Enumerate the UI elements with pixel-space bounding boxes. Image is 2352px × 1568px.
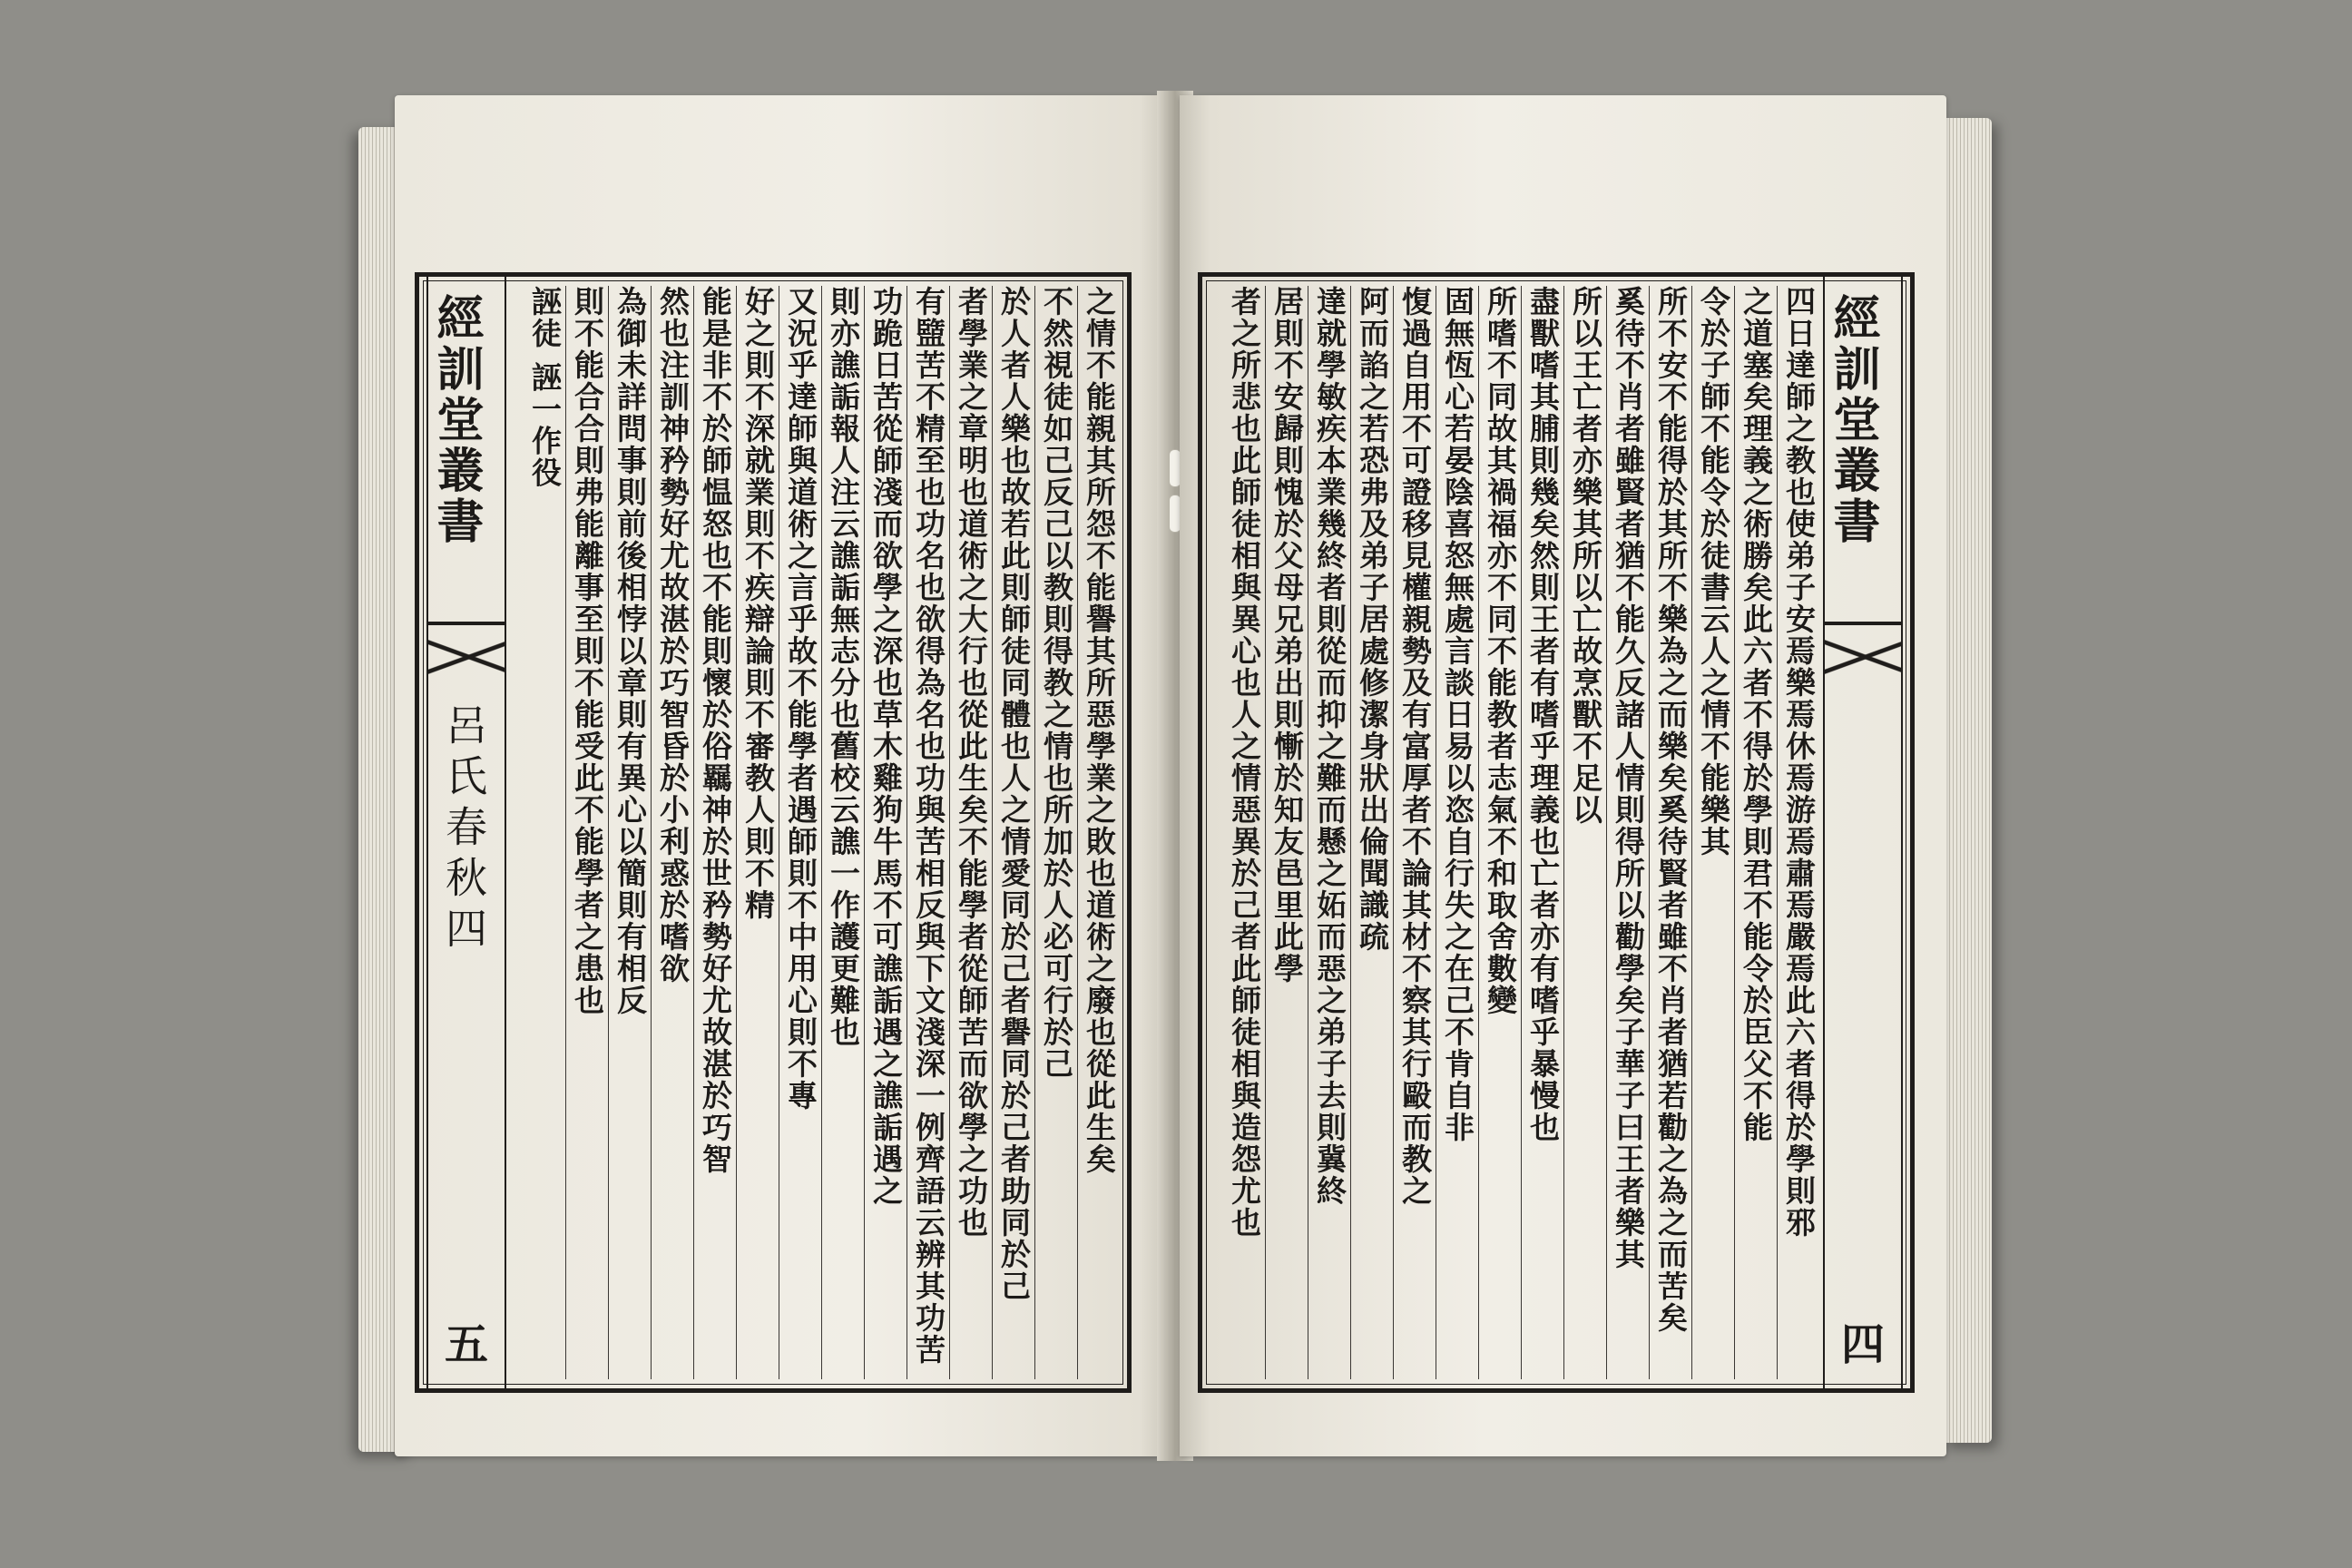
right-page-frame: [1198, 272, 1915, 1393]
left-page-number: 五: [444, 1319, 488, 1370]
right-page: [1180, 95, 1946, 1456]
text-column: 然也注訓神矜勢好尤故湛於巧智昏於小利惑於嗜欲: [651, 286, 693, 1379]
text-column: 者學業之章明也道術之大行也從此生矣不能學者從師苦而欲學之功也: [949, 286, 992, 1379]
fish-tail-ornament: [1825, 622, 1901, 689]
text-column: 有盬苦不精至也功名也欲得為名也功與苦相反與下文淺深一例齊語云辨其功苦: [906, 286, 949, 1379]
text-column: 為御未詳問事則前後相悖以章則有異心以簡則有相反: [608, 286, 651, 1379]
text-column: 居則不安歸則愧於父母兄弟出則慚於知友邑里此學: [1265, 286, 1308, 1379]
text-column: 固無恆心若晏陰喜怒無處言談日易以恣自行失之在己不肯自非: [1436, 286, 1478, 1379]
text-column: 於人者人樂也故若此則師徒同體也人之情愛同於己者譽同於己者助同於己: [992, 286, 1034, 1379]
text-column: 所嗜不同故其禍福亦不同不能教者志氣不和取舍數變: [1478, 286, 1521, 1379]
text-column: 四日達師之教也使弟子安焉樂焉休焉游焉肅焉嚴焉此六者得於學則邪: [1777, 286, 1819, 1379]
text-column: 則不能合合則弗能離事至則不能受此不能學者之患也: [565, 286, 608, 1379]
right-banxin-title: 經訓堂叢書: [1825, 293, 1880, 547]
left-banxin: [426, 277, 506, 1388]
text-column: 令於子師不能令於徒書云人之情不能樂其: [1691, 286, 1734, 1379]
text-column: 所以王亡者亦樂其所以亡故烹獸不足以: [1563, 286, 1606, 1379]
left-banxin-subtitle: 呂氏春秋四: [439, 703, 488, 957]
right-page-number: 四: [1840, 1319, 1885, 1370]
left-page: [395, 95, 1171, 1456]
open-book: [358, 91, 1992, 1488]
text-column: 好之則不深就業則不疾辯論則不審教人則不精: [736, 286, 779, 1379]
text-column: 之情不能親其所怨不能譽其所惡學業之敗也道術之廢也從此生矣: [1077, 286, 1120, 1379]
left-page-frame: [415, 272, 1132, 1393]
left-banxin-title: 經訓堂叢書: [428, 293, 484, 547]
text-column: 奚待不肖者雖賢者猶不能久反諸人情則得所以勸學矣子華子曰王者樂其: [1606, 286, 1649, 1379]
text-column: 能是非不於師愠怒也不能則懷於俗羈神於世矜勢好尤故湛於巧智: [693, 286, 736, 1379]
text-column: 盡獸嗜其脯則幾矣然則王者有嗜乎理義也亡者亦有嗜乎暴慢也: [1521, 286, 1563, 1379]
right-banxin: [1823, 277, 1903, 1388]
text-column: 則亦譙詬報人注云譙詬無志分也舊校云譙一作護更難也: [821, 286, 864, 1379]
left-text-columns: [510, 286, 1120, 1379]
text-column: 又況乎達師與道術之言乎故不能學者遇師則不中用心則不專: [779, 286, 821, 1379]
text-column: 誣徒 誣一作役: [527, 286, 563, 489]
text-column: 不然視徒如己反己以教則得教之情也所加於人必可行於己: [1034, 286, 1077, 1379]
text-column: 所不安不能得於其所不樂為之而樂矣奚待賢者雖不肖者猶若勸之為之而苦矣: [1649, 286, 1691, 1379]
text-column: 愎過自用不可證移見權親勢及有富厚者不論其材不察其行毆而教之: [1393, 286, 1436, 1379]
text-column: 者之所悲也此師徒相與異心也人之情惡異於己者此師徒相與造怨尤也: [1227, 286, 1262, 1239]
text-column: 阿而諂之若恐弗及弟子居處修潔身狀出倫聞識疏: [1350, 286, 1393, 1379]
right-page-stack: [1942, 118, 1992, 1443]
text-column: 達就學敏疾本業幾終者則從而抑之難而懸之妬而惡之弟子去則冀終: [1308, 286, 1350, 1379]
text-column: 之道塞矣理義之術勝矣此六者不得於學則君不能令於臣父不能: [1734, 286, 1777, 1379]
text-column: 功跪日苦從師淺而欲學之深也草木雞狗牛馬不可譙詬遇之譙詬遇之: [864, 286, 906, 1379]
fish-tail-ornament: [428, 622, 505, 689]
right-text-columns: [1210, 286, 1819, 1379]
